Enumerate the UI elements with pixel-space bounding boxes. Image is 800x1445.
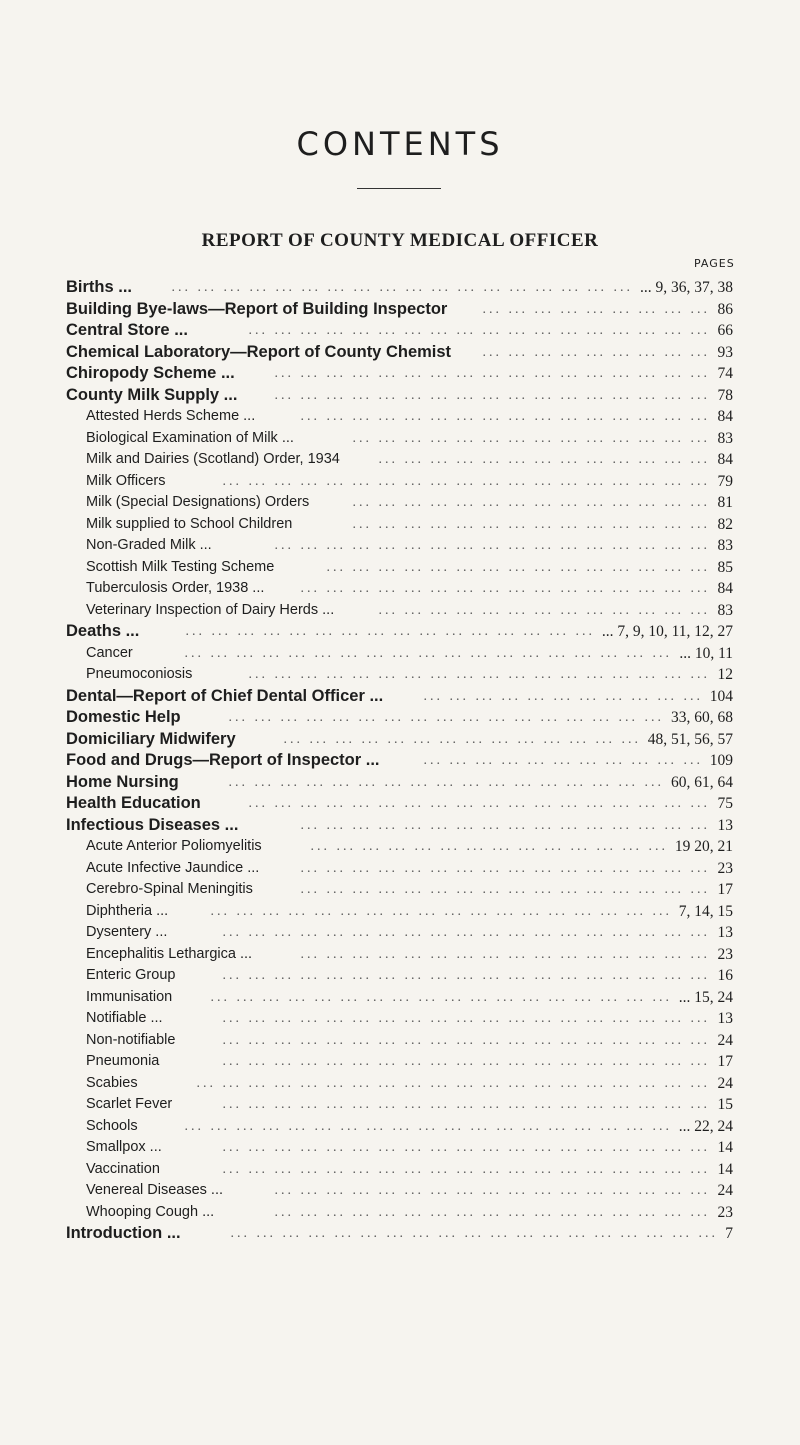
toc-entry (0, 1030, 800, 1052)
toc-entry-label: Milk and Dairies (Scotland) Order, 1934 (86, 451, 340, 467)
dot-leader: ... ... ... ... ... ... ... ... ... ... ... (423, 688, 703, 704)
toc-entry (0, 965, 800, 987)
toc-entry-label: Scottish Milk Testing Scheme (86, 558, 275, 575)
toc-entry-label: Milk Officers (86, 472, 166, 489)
toc-entry-label: Dysentery ... (86, 924, 168, 940)
dot-leader: ... ... ... ... ... ... ... ... ... ... ... ... ... ... ... ... (300, 817, 710, 833)
toc-entry (0, 664, 800, 686)
toc-entry-label: Tuberculosis Order, 1938 ... (86, 580, 265, 596)
toc-entry (0, 707, 800, 729)
dot-leader: ... ... ... ... ... ... ... ... ... ... ... ... ... ... ... ... ... ... (210, 903, 672, 919)
dot-leader: ... ... ... ... ... ... ... ... ... ... ... ... ... ... ... ... ... ... ... (222, 1011, 710, 1026)
toc-entry (0, 514, 800, 536)
toc-entry (0, 729, 800, 751)
toc-entry-pages: 48, 51, 56, 57 (645, 729, 733, 751)
dot-leader: ... ... ... ... ... ... ... ... ... ... ... ... ... ... ... ... ... ... ... (184, 645, 672, 661)
toc-entry-pages: 23 (715, 858, 734, 880)
dot-leader: ... ... ... ... ... ... ... ... ... ... ... ... ... ... ... ... (300, 882, 710, 897)
toc-entry (0, 277, 800, 299)
toc-entry-label: Schools (86, 1117, 138, 1134)
dot-leader: ... ... ... ... ... ... ... ... ... ... ... ... ... ... ... ... ... ... (248, 796, 710, 811)
toc-entry (0, 643, 800, 665)
dot-leader: ... ... ... ... ... ... ... ... ... ... ... ... ... ... ... ... ... ... ... (222, 925, 710, 940)
toc-entry-pages: 60, 61, 64 (668, 772, 733, 794)
dot-leader: ... ... ... ... ... ... ... ... ... ... ... ... ... ... ... ... ... ... ... (184, 1118, 672, 1134)
toc-entry-pages: 104 (707, 686, 733, 708)
dot-leader: ... ... ... ... ... ... ... ... ... ... ... ... ... ... ... ... ... ... (248, 323, 710, 338)
toc-entry-pages: 14 (715, 1137, 734, 1159)
toc-entry (0, 557, 800, 579)
toc-entry-pages: 84 (715, 449, 734, 471)
toc-entry-label: Deaths ... (66, 622, 140, 640)
toc-entry-pages: 13 (715, 815, 734, 837)
toc-entry (0, 1159, 800, 1181)
dot-leader: ... ... ... ... ... ... ... ... ... ... ... ... ... (378, 602, 710, 618)
page-title: CONTENTS (296, 125, 504, 163)
dot-leader: ... ... ... ... ... ... ... ... ... ... ... ... ... ... ... ... ... (274, 366, 710, 381)
toc-entry (0, 922, 800, 944)
toc-entry (0, 1137, 800, 1159)
toc-entry-label: Acute Anterior Poliomyelitis (86, 838, 262, 854)
dot-leader: ... ... ... ... ... ... ... ... ... ... ... ... ... ... (283, 731, 641, 747)
toc-entry-pages: 79 (715, 471, 734, 493)
dot-leader: ... ... ... ... ... ... ... ... ... ... ... ... ... ... (352, 495, 710, 510)
toc-entry (0, 363, 800, 385)
dot-leader: ... ... ... ... ... ... ... ... ... ... ... ... ... (378, 452, 710, 467)
toc-entry (0, 793, 800, 815)
toc-entry-pages: ... 15, 24 (676, 987, 733, 1009)
dot-leader: ... ... ... ... ... ... ... ... ... ... ... ... ... ... ... ... (300, 946, 710, 962)
toc-entry (0, 1202, 800, 1224)
toc-entry (0, 1008, 800, 1030)
toc-entry (0, 535, 800, 557)
toc-entry-pages: 82 (715, 514, 734, 536)
dot-leader: ... ... ... ... ... ... ... ... ... ... ... ... ... ... (352, 516, 710, 532)
toc-entry-pages: 66 (715, 320, 734, 342)
toc-entry-label: Smallpox ... (86, 1139, 162, 1155)
toc-entry-pages: 75 (715, 793, 734, 815)
toc-entry (0, 1094, 800, 1116)
toc-entry (0, 406, 800, 428)
title-divider (357, 188, 441, 189)
toc-entry-pages: 24 (715, 1180, 734, 1202)
dot-leader: ... ... ... ... ... ... ... ... ... ... ... ... ... ... (352, 430, 710, 446)
toc-entry-label: Introduction ... (66, 1224, 181, 1242)
dot-leader: ... ... ... ... ... ... ... ... ... ... ... ... ... ... ... ... ... ... (210, 989, 672, 1005)
dot-leader: ... ... ... ... ... ... ... ... ... ... ... ... ... ... ... ... ... ... ... (222, 1161, 710, 1177)
toc-entry-label: Chemical Laboratory—Report of County Chemist (66, 342, 452, 361)
toc-entry-pages: 7 (722, 1223, 733, 1245)
toc-entry (0, 621, 800, 643)
toc-entry-label: Veterinary Inspection of Dairy Herds ... (86, 601, 335, 618)
dot-leader: ... ... ... ... ... ... ... ... ... ... ... ... ... ... ... ... ... (274, 1204, 710, 1220)
toc-entry (0, 1073, 800, 1095)
table-of-contents (0, 277, 800, 1245)
dot-leader: ... ... ... ... ... ... ... ... ... ... ... ... ... ... ... ... (300, 581, 710, 596)
toc-entry (0, 449, 800, 471)
toc-entry-label: Births ... (66, 278, 133, 296)
toc-entry-pages: ... 9, 36, 37, 38 (637, 277, 733, 299)
dot-leader: ... ... ... ... ... ... ... ... ... ... ... ... ... ... ... ... ... (274, 387, 710, 403)
toc-entry (0, 342, 800, 364)
dot-leader: ... ... ... ... ... ... ... ... ... ... ... (423, 753, 703, 768)
toc-entry-pages: 13 (715, 1008, 734, 1030)
toc-entry (0, 772, 800, 794)
toc-entry-pages: 7, 14, 15 (676, 901, 733, 923)
dot-leader: ... ... ... ... ... ... ... ... ... ... ... ... ... ... ... ... (300, 409, 710, 424)
toc-entry-pages: 24 (715, 1073, 734, 1095)
toc-entry-pages: 86 (715, 299, 734, 321)
toc-entry-pages: ... 7, 9, 10, 11, 12, 27 (599, 621, 733, 643)
toc-entry (0, 879, 800, 901)
toc-entry-pages: 17 (715, 879, 734, 901)
dot-leader: ... ... ... ... ... ... ... ... ... ... ... ... ... ... ... ... ... ... ... (222, 1097, 710, 1112)
toc-entry (0, 987, 800, 1009)
dot-leader: ... ... ... ... ... ... ... ... ... ... ... ... ... ... (310, 839, 668, 854)
toc-entry-pages: 19 20, 21 (672, 836, 733, 858)
section-title: REPORT OF COUNTY MEDICAL OFFICER (201, 230, 599, 251)
toc-entry-label: Milk supplied to School Children (86, 515, 293, 532)
dot-leader: ... ... ... ... ... ... ... ... ... ... ... ... ... ... ... ... ... ... ... (222, 968, 710, 983)
toc-entry-label: Whooping Cough ... (86, 1203, 215, 1220)
toc-entry (0, 320, 800, 342)
toc-entry-pages: 83 (715, 600, 734, 622)
toc-entry-pages: 15 (715, 1094, 734, 1116)
toc-entry (0, 385, 800, 407)
toc-entry-label: Enteric Group (86, 967, 176, 983)
toc-entry (0, 815, 800, 837)
toc-entry-pages: 84 (715, 578, 734, 600)
dot-leader: ... ... ... ... ... ... ... ... ... ... ... ... ... ... ... ... ... ... ... (230, 1226, 718, 1241)
toc-entry-pages: 16 (715, 965, 734, 987)
toc-entry-pages: 17 (715, 1051, 734, 1073)
toc-entry-pages: 84 (715, 406, 734, 428)
toc-entry-pages: 109 (707, 750, 733, 772)
toc-entry-label: Infectious Diseases ... (66, 815, 239, 834)
toc-entry (0, 944, 800, 966)
toc-entry-pages: 23 (715, 944, 734, 966)
toc-entry-pages: 83 (715, 428, 734, 450)
toc-entry-label: Non-Graded Milk ... (86, 537, 212, 553)
toc-entry-label: Pneumoconiosis (86, 666, 193, 682)
toc-entry-label: Chiropody Scheme ... (66, 364, 235, 382)
toc-entry (0, 1180, 800, 1202)
toc-entry-pages: 74 (715, 363, 734, 385)
toc-entry-label: Milk (Special Designations) Orders (86, 494, 310, 510)
toc-entry (0, 858, 800, 880)
toc-entry (0, 750, 800, 772)
dot-leader: ... ... ... ... ... ... ... ... ... ... ... ... ... ... ... (326, 559, 710, 575)
toc-entry-label: Acute Infective Jaundice ... (86, 859, 260, 876)
toc-entry-label: Building Bye-laws—Report of Building Inspector (66, 299, 448, 318)
toc-entry-pages: 23 (715, 1202, 734, 1224)
toc-entry (0, 600, 800, 622)
toc-entry (0, 901, 800, 923)
dot-leader: ... ... ... ... ... ... ... ... ... ... ... ... ... ... ... ... ... (228, 774, 664, 790)
toc-entry-pages: 83 (715, 535, 734, 557)
toc-entry-pages: ... 22, 24 (676, 1116, 733, 1138)
toc-entry-label: Non-notifiable (86, 1031, 176, 1048)
toc-entry-pages: 12 (715, 664, 734, 686)
toc-entry-label: Scarlet Fever (86, 1096, 173, 1112)
dot-leader: ... ... ... ... ... ... ... ... ... ... ... ... ... ... ... ... ... ... (248, 667, 710, 682)
toc-entry-label: Biological Examination of Milk ... (86, 429, 294, 446)
toc-entry-pages: 13 (715, 922, 734, 944)
toc-entry-label: County Milk Supply ... (66, 385, 238, 404)
dot-leader: ... ... ... ... ... ... ... ... ... ... ... ... ... ... ... ... (185, 624, 595, 639)
toc-entry-label: Encephalitis Lethargica ... (86, 945, 253, 962)
dot-leader: ... ... ... ... ... ... ... ... ... ... ... ... ... ... ... ... ... ... ... ... (196, 1075, 710, 1091)
dot-leader: ... ... ... ... ... ... ... ... ... (482, 301, 710, 317)
toc-entry-label: Cerebro-Spinal Meningitis (86, 881, 253, 897)
dot-leader: ... ... ... ... ... ... ... ... ... ... ... ... ... ... ... ... ... (274, 1183, 710, 1198)
toc-entry-label: Cancer (86, 644, 133, 661)
toc-entry-label: Vaccination (86, 1160, 160, 1177)
toc-entry-pages: 93 (715, 342, 734, 364)
toc-entry-label: Attested Herds Scheme ... (86, 408, 256, 424)
toc-entry-label: Domiciliary Midwifery (66, 729, 236, 748)
toc-entry-label: Immunisation (86, 988, 173, 1005)
dot-leader: ... ... ... ... ... ... ... ... ... ... ... ... ... ... ... ... ... ... ... (222, 1140, 710, 1155)
toc-entry-label: Central Store ... (66, 321, 188, 339)
toc-entry-pages: 78 (715, 385, 734, 407)
toc-entry (0, 1051, 800, 1073)
toc-entry (0, 492, 800, 514)
toc-entry (0, 836, 800, 858)
toc-entry-label: Dental—Report of Chief Dental Officer ... (66, 686, 384, 705)
toc-entry-label: Venereal Diseases ... (86, 1182, 224, 1198)
toc-entry-pages: 81 (715, 492, 734, 514)
toc-entry (0, 1116, 800, 1138)
toc-entry-pages: ... 10, 11 (676, 643, 733, 665)
toc-entry-label: Notifiable ... (86, 1010, 163, 1026)
toc-entry-label: Scabies (86, 1074, 138, 1091)
toc-entry (0, 578, 800, 600)
toc-entry (0, 299, 800, 321)
dot-leader: ... ... ... ... ... ... ... ... ... ... ... ... ... ... ... ... ... ... ... (222, 473, 710, 489)
dot-leader: ... ... ... ... ... ... ... ... ... ... ... ... ... ... ... ... (300, 860, 710, 876)
toc-entry-label: Domestic Help (66, 708, 181, 726)
toc-entry-label: Diphtheria ... (86, 902, 169, 919)
toc-entry (0, 686, 800, 708)
toc-entry (0, 428, 800, 450)
toc-entry-pages: 24 (715, 1030, 734, 1052)
dot-leader: ... ... ... ... ... ... ... ... ... ... ... ... ... ... ... ... ... ... ... (222, 1032, 710, 1048)
toc-entry-label: Home Nursing (66, 772, 179, 791)
toc-entry-label: Health Education (66, 794, 201, 812)
dot-leader: ... ... ... ... ... ... ... ... ... (482, 344, 710, 360)
toc-entry-pages: 85 (715, 557, 734, 579)
dot-leader: ... ... ... ... ... ... ... ... ... ... ... ... ... ... ... ... ... ... (171, 280, 633, 295)
toc-entry (0, 471, 800, 493)
dot-leader: ... ... ... ... ... ... ... ... ... ... ... ... ... ... ... ... ... (274, 538, 710, 553)
dot-leader: ... ... ... ... ... ... ... ... ... ... ... ... ... ... ... ... ... ... ... (222, 1054, 710, 1069)
dot-leader: ... ... ... ... ... ... ... ... ... ... ... ... ... ... ... ... ... (228, 710, 664, 725)
toc-entry-label: Pneumonia (86, 1053, 160, 1069)
pages-column-header: PAGES (694, 257, 735, 270)
toc-entry-pages: 14 (715, 1159, 734, 1181)
toc-entry-pages: 33, 60, 68 (668, 707, 733, 729)
toc-entry (0, 1223, 800, 1245)
toc-entry-label: Food and Drugs—Report of Inspector ... (66, 751, 380, 769)
